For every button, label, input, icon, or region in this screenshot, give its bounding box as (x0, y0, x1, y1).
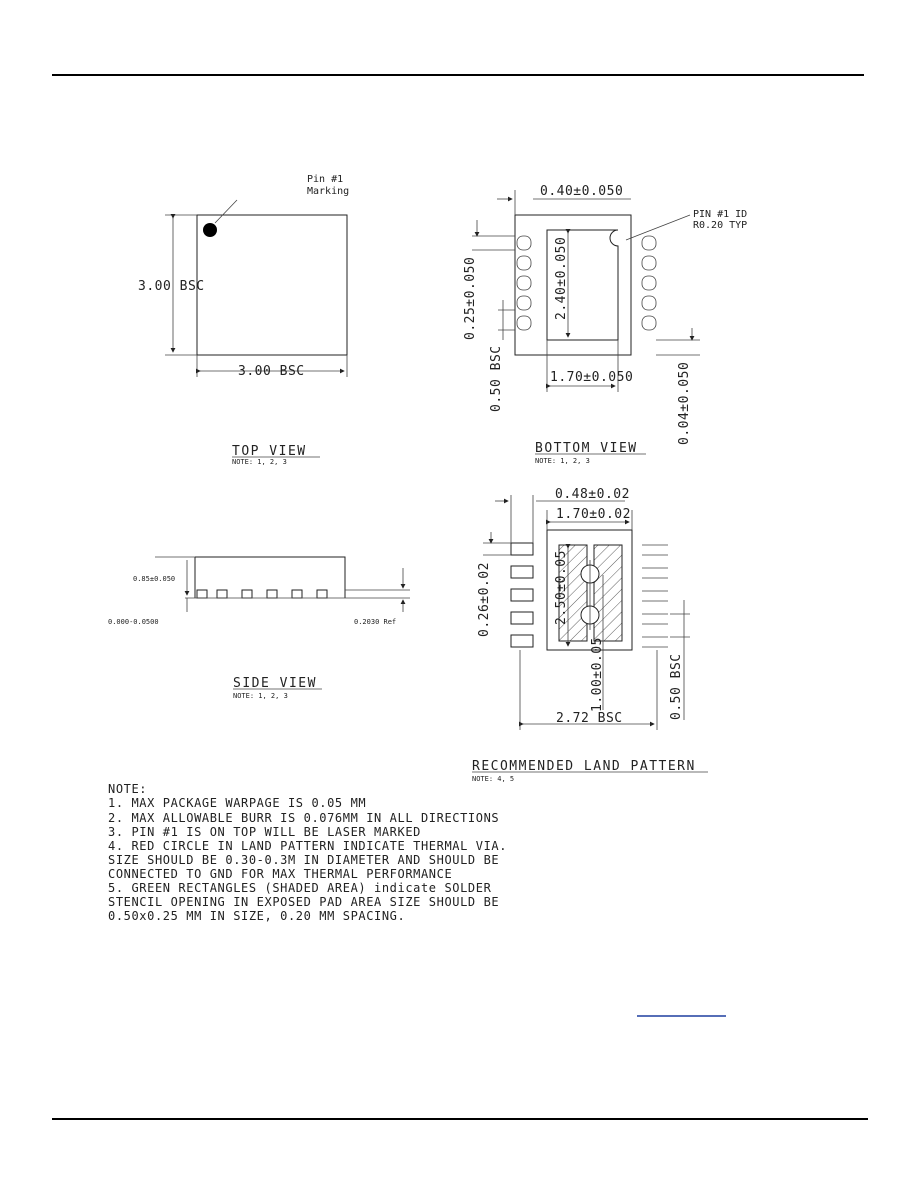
bottom-pad-width-dim: 1.70±0.050 (550, 370, 634, 385)
note-line: 0.50x0.25 MM IN SIZE, 0.20 MM SPACING. (108, 909, 406, 923)
land-pitch-dim: 0.26±0.02 (477, 562, 492, 637)
side-view-title: SIDE VIEW (233, 676, 317, 691)
land-via-dim: 1.00±0.05 (590, 637, 605, 712)
bottom-gap-dim: 0.04±0.050 (677, 361, 692, 445)
bottom-pad-height-dim: 2.40±0.050 (554, 236, 569, 320)
stencil-area-right (594, 545, 622, 641)
notes-block (108, 782, 507, 923)
notes-heading: NOTE: (108, 782, 148, 796)
note-line: 4. RED CIRCLE IN LAND PATTERN INDICATE THERMAL VIA. (108, 839, 508, 853)
land-top-dim-2: 1.70±0.02 (556, 507, 631, 522)
bottom-lead-len-dim: 0.40±0.050 (540, 184, 624, 199)
top-width-dim: 3.00 BSC (238, 364, 305, 379)
land-bsc-dim: 0.50 BSC (669, 653, 684, 720)
land-pattern-note: NOTE: 4, 5 (472, 775, 515, 783)
note-line: CONNECTED TO GND FOR MAX THERMAL PERFORMANCE (108, 867, 453, 881)
top-view-title: TOP VIEW (232, 444, 307, 459)
side-view (108, 557, 410, 700)
land-pad-height-dim: 2.50±0.05 (554, 550, 569, 625)
side-height-dim: 0.85±0.050 (133, 575, 176, 583)
side-standoff-dim: 0.000-0.0500 (108, 618, 159, 626)
bottom-view-note: NOTE: 1, 2, 3 (535, 457, 590, 465)
bottom-bsc-dim: 0.50 BSC (489, 345, 504, 412)
top-view-note: NOTE: 1, 2, 3 (232, 458, 287, 466)
pin1-label: Pin #1 (307, 174, 344, 185)
land-pattern-title: RECOMMENDED LAND PATTERN (472, 759, 696, 774)
marking-label: Marking (307, 186, 350, 197)
land-pattern (472, 487, 708, 783)
bottom-pin-id-1: PIN #1 ID (693, 209, 748, 220)
note-line: 2. MAX ALLOWABLE BURR IS 0.076MM IN ALL DIRECTIONS (108, 811, 500, 825)
note-line: STENCIL OPENING IN EXPOSED PAD AREA SIZE SHOULD BE (108, 895, 500, 909)
side-ref-dim: 0.2030 Ref (354, 618, 397, 626)
bottom-pitch-dim: 0.25±0.050 (463, 256, 478, 340)
side-view-note: NOTE: 1, 2, 3 (233, 692, 288, 700)
bottom-view-title: BOTTOM VIEW (535, 441, 638, 456)
note-line: 1. MAX PACKAGE WARPAGE IS 0.05 MM (108, 796, 367, 810)
land-width-dim: 2.72 BSC (556, 711, 623, 726)
top-view (138, 174, 349, 466)
top-height-dim: 3.00 BSC (138, 279, 205, 294)
land-top-dim-1: 0.48±0.02 (555, 487, 630, 502)
note-line: SIZE SHOULD BE 0.30-0.3M IN DIAMETER AND SHOULD BE (108, 853, 500, 867)
bottom-view (463, 184, 747, 465)
note-line: 3. PIN #1 IS ON TOP WILL BE LASER MARKED (108, 825, 421, 839)
pin1-marking-dot (203, 223, 217, 237)
bottom-pin-id-2: R0.20 TYP (693, 220, 748, 231)
note-line: 5. GREEN RECTANGLES (SHADED AREA) indicate SOLDER (108, 881, 492, 895)
